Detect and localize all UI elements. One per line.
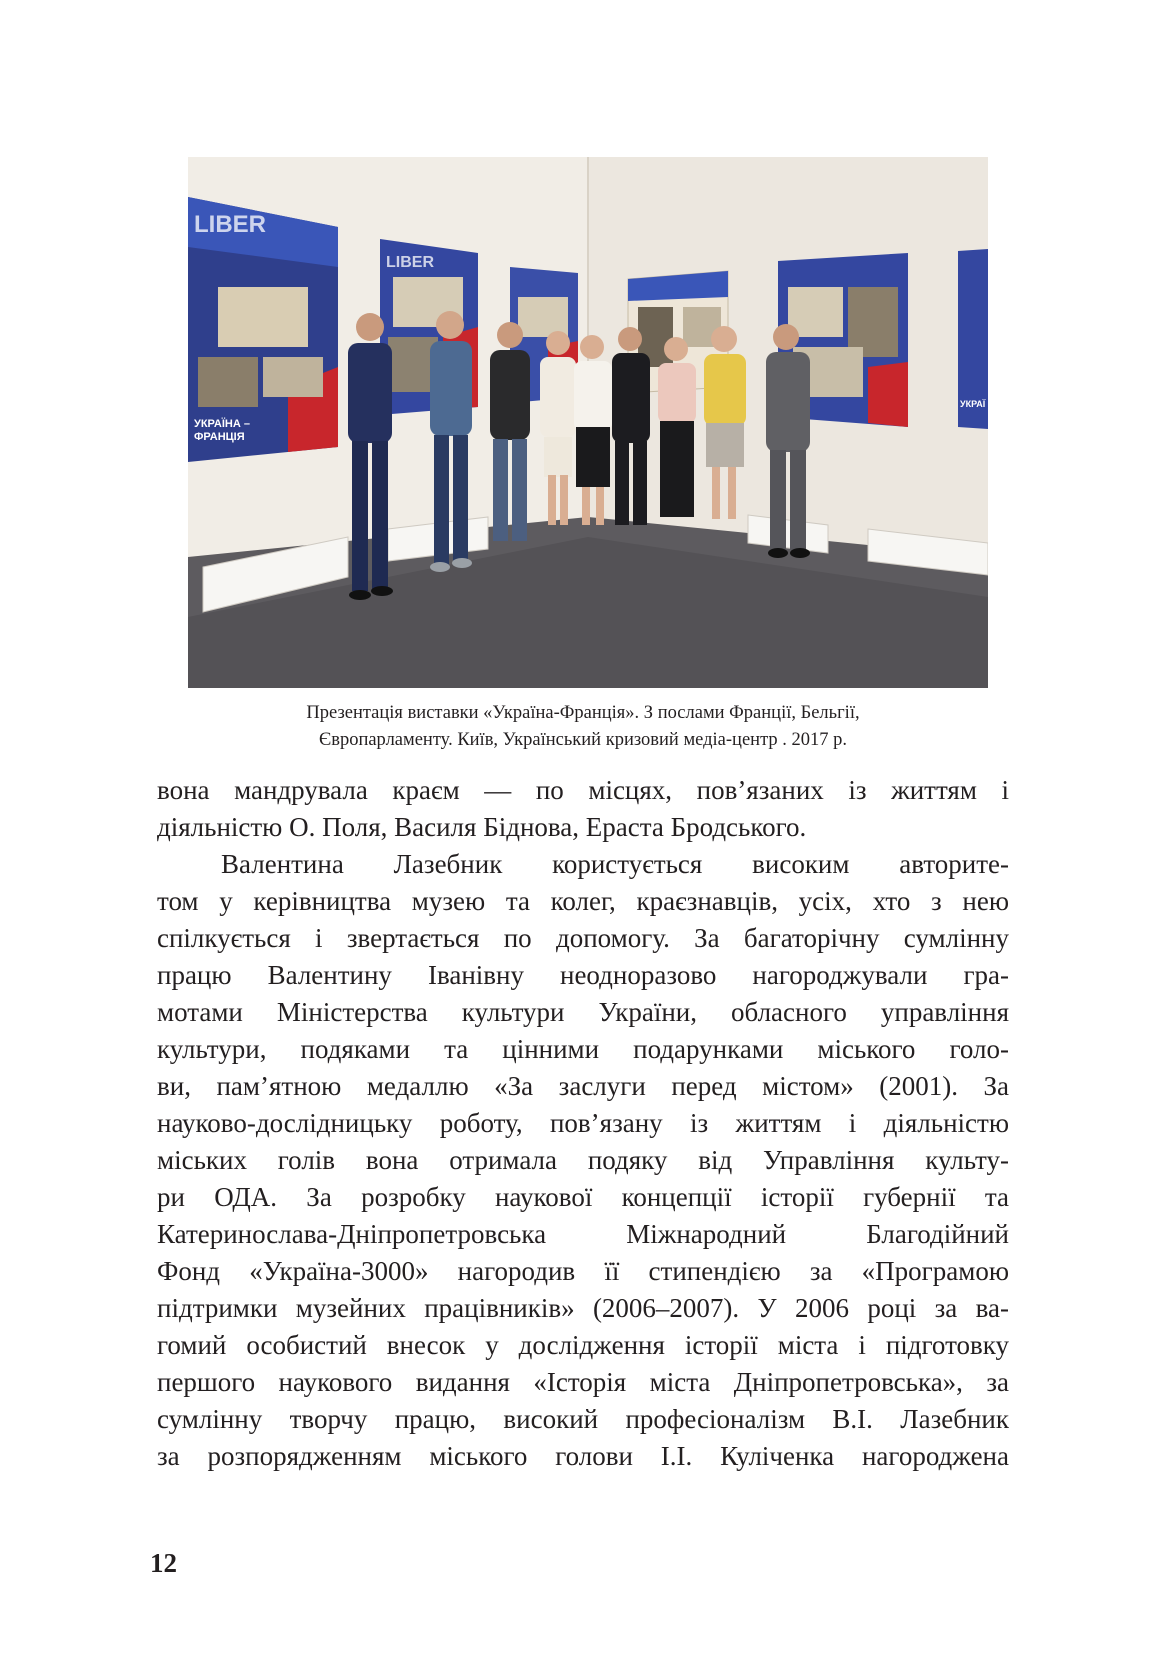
text-line: спілкується і звертається по допомогу. За багаторічну сумлінну (157, 923, 1009, 953)
text-line: першого наукового видання «Історія міста Дніпропетровська», за (157, 1367, 1009, 1397)
text-line: науково-дослідницьку роботу, пов’язану із життям і діяльністю (157, 1108, 1009, 1138)
text-line: вона мандрувала краєм — по місцях, пов’язаних із життям і (157, 775, 1009, 805)
caption-line: Європарламенту. Київ, Український кризовий медіа-центр . 2017 р. (319, 730, 847, 750)
svg-text:ФРАНЦІЯ: ФРАНЦІЯ (194, 431, 245, 443)
text-line: діяльністю О. Поля, Василя Біднова, Ераста Бродського. (157, 812, 807, 842)
text-line: мотами Міністерства культури України, обласного управління (157, 997, 1009, 1027)
photo-illustration (188, 157, 988, 688)
exhibition-photo (188, 157, 988, 688)
text-line: сумлінну творчу працю, високий професіоналізм В.І. Лазебник (157, 1404, 1009, 1434)
svg-text:УКРАЇ: УКРАЇ (960, 399, 986, 409)
svg-text:LIBER: LIBER (386, 254, 434, 271)
svg-text:LIBER: LIBER (194, 211, 266, 238)
page-number: 12 (150, 1548, 177, 1578)
text-line: Валентина Лазебник користується високим авторите- (221, 849, 1009, 879)
text-line: за розпорядженням міського голови І.І. Куліченка нагороджена (157, 1441, 1009, 1471)
text-line: Катеринослава-Дніпропетровська Міжнародний Благодійний (157, 1219, 1009, 1249)
text-line: ви, пам’ятною медаллю «За заслуги перед містом» (2001). За (157, 1071, 1009, 1101)
text-line: том у керівництва музею та колег, краєзнавців, усіх, хто з нею (157, 886, 1009, 916)
text-line: підтримки музейних працівників» (2006–2007). У 2006 році за ва- (157, 1293, 1009, 1323)
svg-text:УКРАЇНА –: УКРАЇНА – (194, 418, 250, 430)
text-line: працю Валентину Іванівну неодноразово нагороджували гра- (157, 960, 1009, 990)
caption-line: Презентація виставки «Україна-Франція». З послами Франції, Бельгії, (306, 703, 860, 723)
text-line: Фонд «Україна-3000» нагородив її стипендією за «Програмою (157, 1256, 1009, 1286)
photo-caption (150, 700, 1016, 754)
text-line: гомий особистий внесок у дослідження історії міста і підготовку (157, 1330, 1009, 1360)
text-line: ри ОДА. За розробку наукової концепції історії губернії та (157, 1182, 1009, 1212)
text-line: культури, подяками та цінними подарунками міського голо- (157, 1034, 1009, 1064)
text-line: міських голів вона отримала подяку від Управління культу- (157, 1145, 1009, 1175)
body-text (157, 772, 1009, 1475)
